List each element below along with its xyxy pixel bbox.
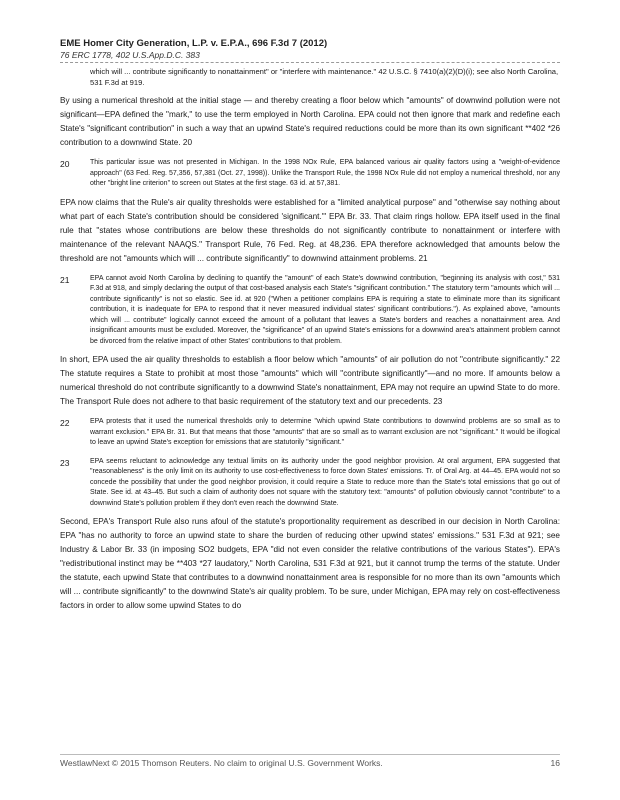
footnote-20 [60,158,560,190]
page-number: 16 [550,758,560,768]
paragraph-2: EPA now claims that the Rule's air quality thresholds were established for a "limited analytical purpose" and "otherwise say nothing about what part of each State's contribution should be considered 'significant.'" EPA Br. 33. That claim rings hollow. EPA itself used in the final rule that "states whose contributions are below these thresholds do not significantly contribute to nonattainment or interfere with maintenance of the relevant NAAQS." Transport Rule, 76 Fed. Reg. at 48,236. EPA therefore acknowledged that amounts below the threshold are not "amounts which will ... contribute significantly" to downwind attainment problems. 21 [60,197,560,263]
footnote-number[interactable]: 20 [60,159,70,169]
footnote-number[interactable]: 21 [60,274,70,285]
paragraph-1: By using a numerical threshold at the initial stage — and thereby creating a floor below which "amounts" of downwind pollution were not significant—EPA defined the "mark," to use the term employed in North Carolina. EPA could not then ignore that mark and redefine each State's "significant contribution" in such a way that an upwind State's required reductions could be more than its own significant **402 *26 contribution to a downwind State. 20 [60,96,560,147]
case-title: EME Homer City Generation, L.P. v. E.P.A., 696 F.3d 7 (2012) [60,38,328,49]
footnote-text: This particular issue was not presented in Michigan. In the 1998 NOx Rule, EPA balanced various air quality factors using a "weight-of-evidence approach" (63 Fed. Reg. 57,356, 57,381 (Oct. 27, 1998)). Unlike the Transport Rule, the 1998 NOx Rule did not employ a numerical threshold, nor any other "bright line criterion" to screen out States at the first stage. 63 id. at 57,381. [90,159,560,187]
footnote-23 [60,457,560,510]
footnote-22 [60,417,560,449]
page-footer [60,754,560,768]
footnote-text: EPA cannot avoid North Carolina by declining to quantify the "amount" of each State's downwind contribution, "beginning its analysis with cost," 531 F.3d at 918, and simply declaring the output of that cost-based analysis each State's "significant contribution." The statutory term "amounts which will ... contribute significantly" is not so elastic. See id. at 920 ("When a petitioner complains EPA is requiring a state to eliminate more than its significant contribution, it is inadequate for EPA to respond that it never measured individual states' significant contributions."). As explained above, "amounts which will ... contribute" logically cannot exceed the amount of a pollutant that leaves a State's borders and reaches a nonattainment area. And insignificant amounts must be excluded. Moreover, the "significance" of an upwind State's emissions for a downwind area's attainment problem cannot be divorced from the relative impact of other States' contributions to that problem. [90,274,560,345]
footnote-number[interactable]: 23 [60,457,70,468]
case-citation: 76 ERC 1778, 402 U.S.App.D.C. 383 [60,50,560,63]
footnote-21 [60,274,560,348]
document-page [60,38,560,613]
footnote-text: EPA seems reluctant to acknowledge any textual limits on its authority under the good neighbor provision. At oral argument, EPA suggested that "reasonableness" is the only limit on its authority to use cost-effectiveness to force down States' emissions. Tr. of Oral Arg. at 44–45. EPA would not so concede the possibility that under the good neighbor provision, it could require a State to reduce more than the State's total emissions that go out of State. See id. at 43–45. But such a claim of authority does not square with the statutory text: "amounts" of pollution obviously cannot "contribute" to a downwind State's pollution problem if they don't even reach the downwind State. [90,457,560,507]
quote-continuation: which will ... contribute significantly to nonattainment" or "interfere with maintenance." 42 U.S.C. § 7410(a)(2)(D)(i); see also North Carolina, 531 F.3d at 919. [90,67,559,87]
paragraph-3: In short, EPA used the air quality thresholds to establish a floor below which "amounts" of air pollution do not "contribute significantly." 22 The statute requires a State to prohibit at most those "amounts" which will "contribute significantly"—and no more. If amounts below a numerical threshold do not contribute significantly to a downwind State's nonattainment, EPA may not require an upwind State to do more. The Transport Rule does not adhere to that basic requirement of the statutory text and our precedents. 23 [60,355,560,406]
paragraph-4: Second, EPA's Transport Rule also runs afoul of the statute's proportionality requirement as described in our decision in North Carolina: EPA "has no authority to force an upwind state to share the burden of reducing other upwind states' emissions." 531 F.3d at 921; see Industry & Labor Br. 33 (in imposing SO2 budgets, EPA "did not even consider the relative contributions of the various States"). EPA's "redistributional instinct may be **403 *27 laudatory," North Carolina, 531 F.3d at 921, but it cannot trump the terms of the statute. Under the statute, each upwind State that contributes to a downwind nonattainment area is responsible for no more than its own "amounts which will ... contribute significantly" to the downwind State's air quality problem. To be sure, under Michigan, EPA may rely on cost-effectiveness factors in order to allow some upwind States to do [60,517,560,610]
footnote-text: EPA protests that it used the numerical thresholds only to determine "which upwind State contributions to downwind problems are so small as to warrant exclusion." EPA Br. 31. But that means that those "amounts" that are so small as to warrant exclusion are not "significant." It would be illogical to leave an upwind State's exception for emissions that are statutorily "significant." [90,418,560,446]
footer-copyright: WestlawNext © 2015 Thomson Reuters. No claim to original U.S. Government Works. [60,758,383,768]
footnote-number[interactable]: 22 [60,418,70,428]
